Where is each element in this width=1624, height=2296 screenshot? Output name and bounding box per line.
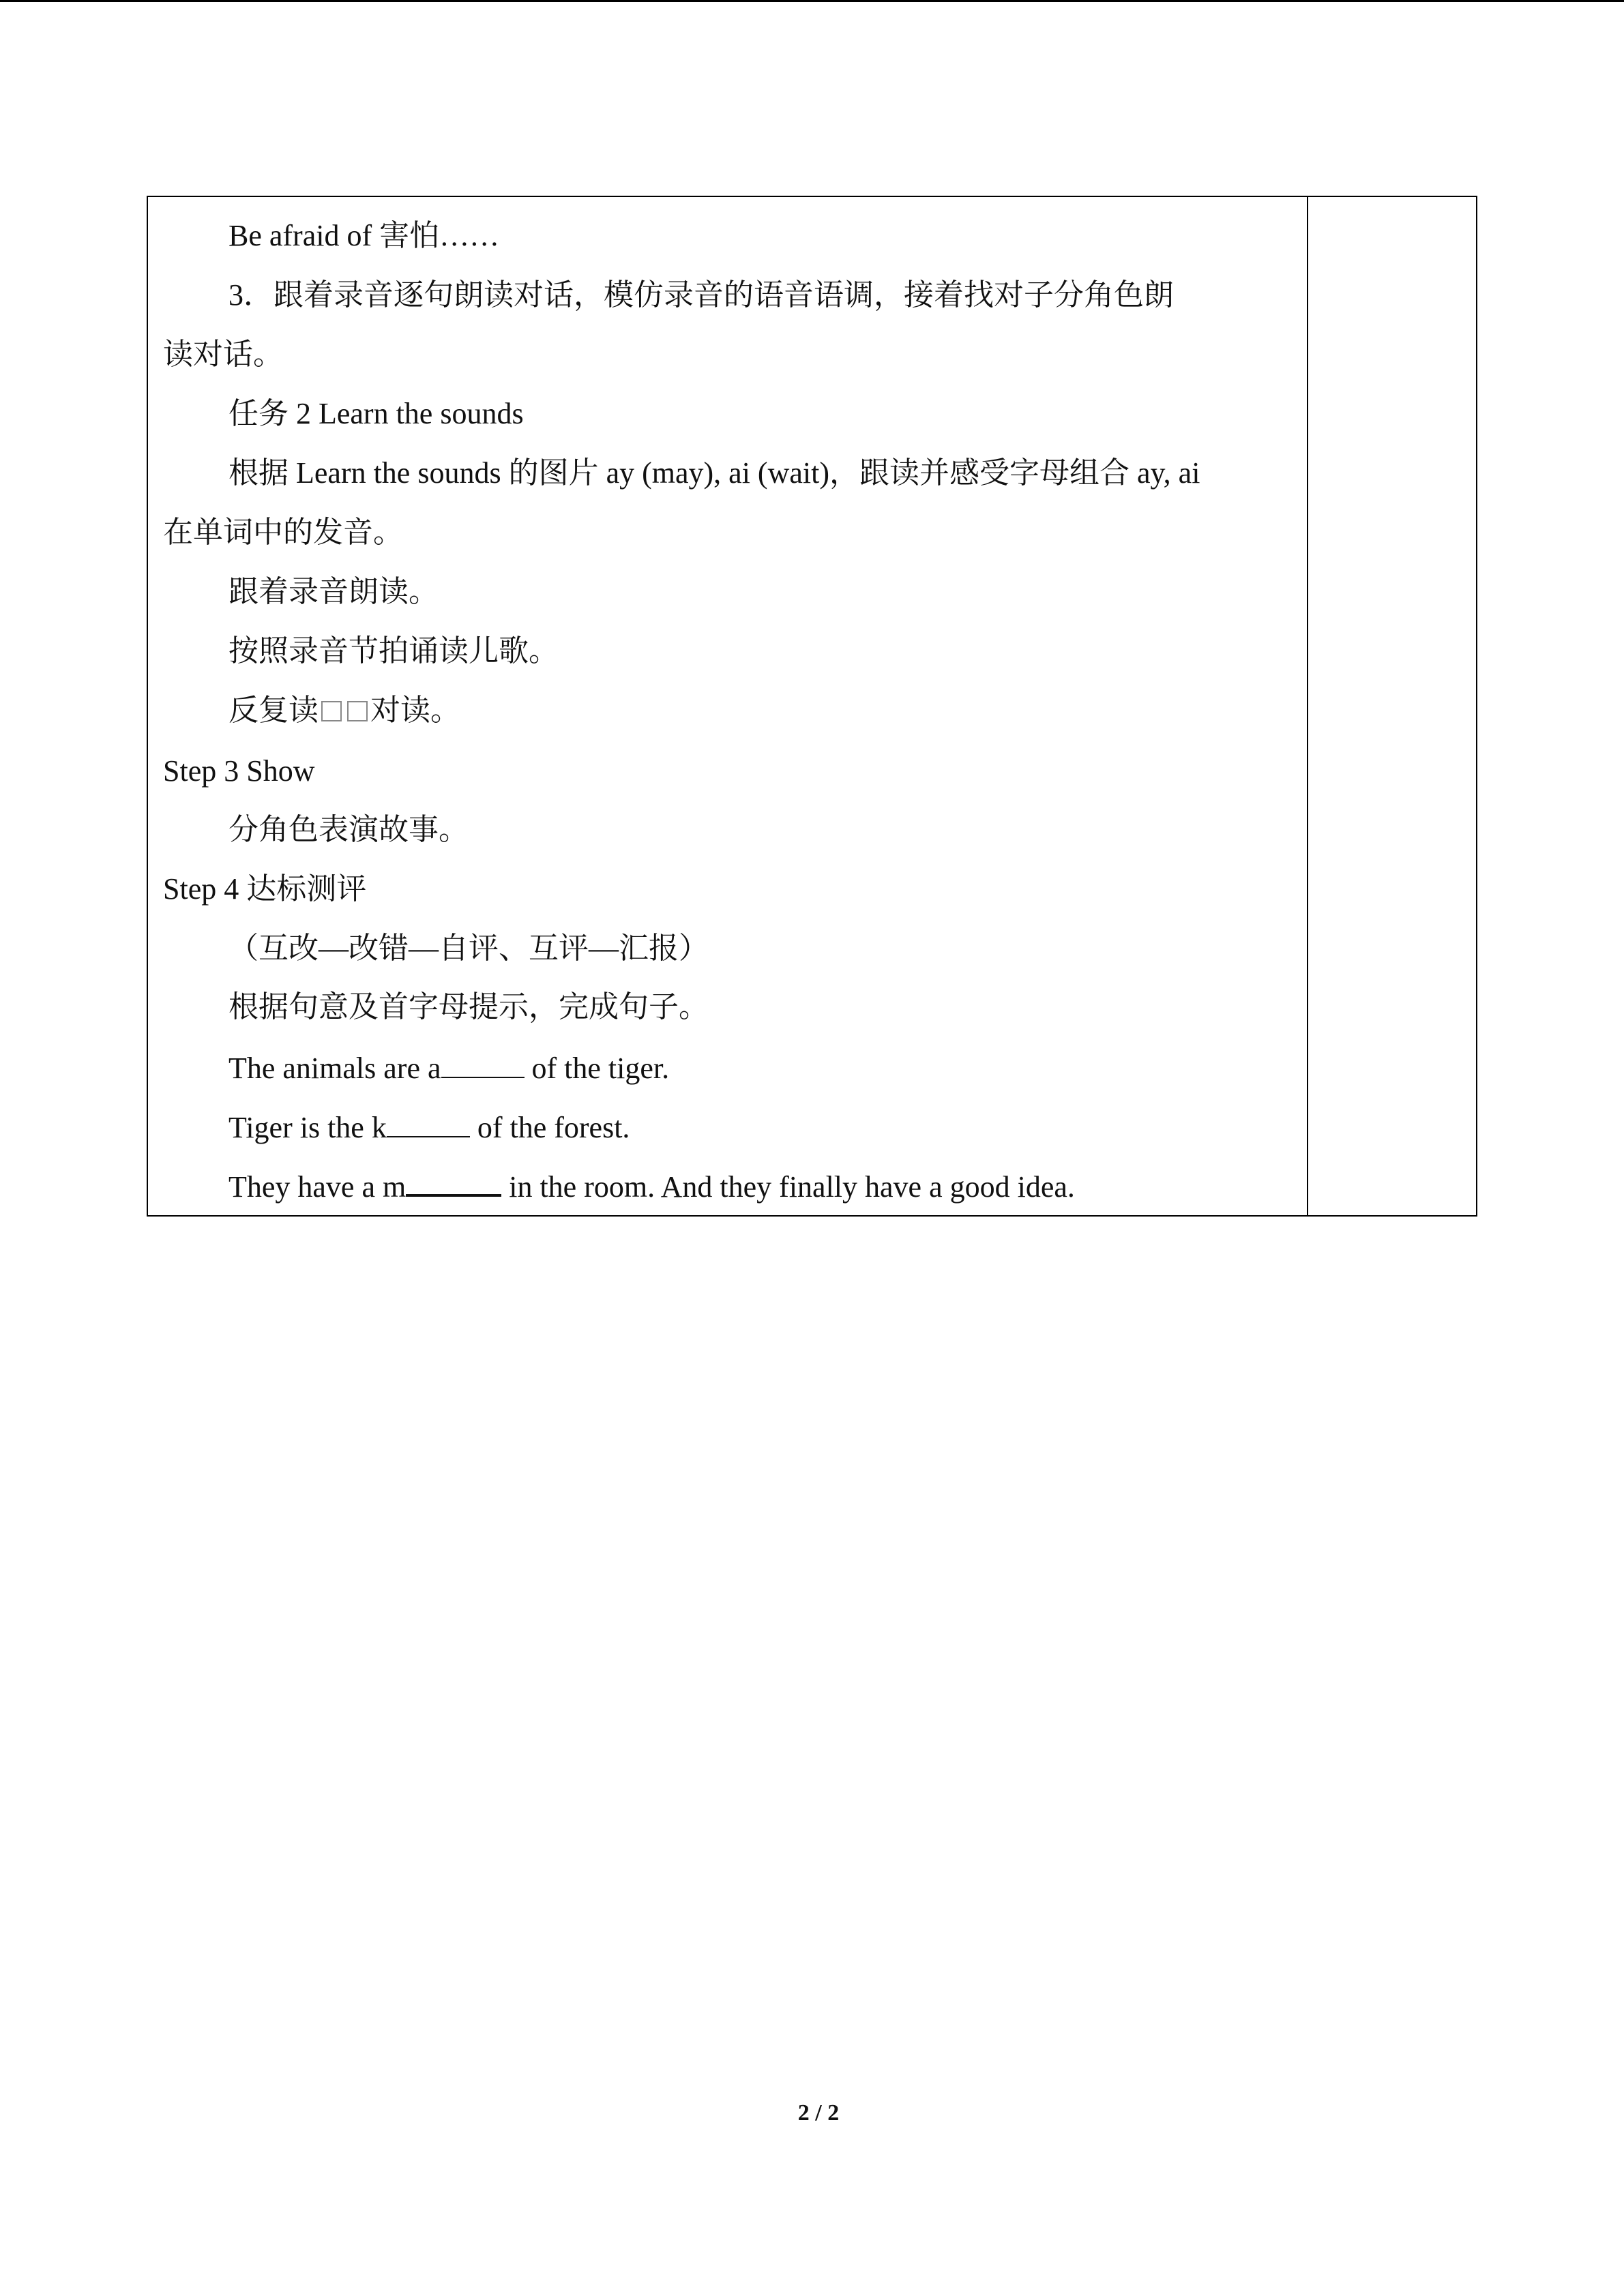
step-heading: Step 4 达标测评 <box>163 872 367 906</box>
instruction-text: 对读。 <box>370 694 460 727</box>
missing-glyph-box <box>347 701 368 721</box>
exercise-text: of the tiger. <box>524 1052 670 1085</box>
instruction-line-cont: 读对话。 <box>163 338 283 371</box>
notes-cell <box>1308 197 1476 1215</box>
exercise-text: Tiger is the k <box>228 1111 387 1144</box>
answer-blank <box>441 1052 525 1078</box>
step-heading: Step 3 Show <box>163 754 315 788</box>
page-top-border <box>0 0 1624 2</box>
lesson-plan-table <box>147 196 1477 1217</box>
instruction-text: 反复读 <box>228 694 319 727</box>
exercise-sentence <box>228 1048 669 1089</box>
task-heading: 任务 2 Learn the sounds <box>228 397 524 430</box>
phrase-line: Be afraid of 害怕…… <box>228 219 500 252</box>
exercise-text: in the room. And they finally have a good idea. <box>501 1170 1075 1204</box>
instruction-line: 根据 Learn the sounds 的图片 ay (may), ai (wait)，跟读并感受字母组合 ay, ai <box>228 456 1200 490</box>
instruction-line: 按照录音节拍诵读儿歌。 <box>228 634 559 668</box>
exercise-text: They have a m <box>228 1170 407 1204</box>
page-number: 2 / 2 <box>797 2100 840 2126</box>
exercise-sentence <box>228 1167 1075 1208</box>
answer-blank <box>406 1169 501 1197</box>
missing-glyph-box <box>321 701 342 721</box>
instruction-line: 3．跟着录音逐句朗读对话，模仿录音的语音语调，接着找对子分角色朗 <box>228 278 1174 312</box>
instruction-line <box>228 690 460 731</box>
instruction-line-cont: 在单词中的发音。 <box>163 516 403 549</box>
instruction-line: 跟着录音朗读。 <box>228 575 439 608</box>
exercise-text: The animals are a <box>228 1052 441 1085</box>
answer-blank <box>387 1112 470 1137</box>
lesson-content-cell <box>148 197 1307 1215</box>
exercise-sentence <box>228 1107 630 1148</box>
exercise-text: of the forest. <box>469 1111 630 1144</box>
instruction-line: （互改—改错—自评、互评—汇报） <box>228 931 709 965</box>
instruction-line: 根据句意及首字母提示，完成句子。 <box>228 990 709 1024</box>
instruction-line: 分角色表演故事。 <box>228 813 469 846</box>
